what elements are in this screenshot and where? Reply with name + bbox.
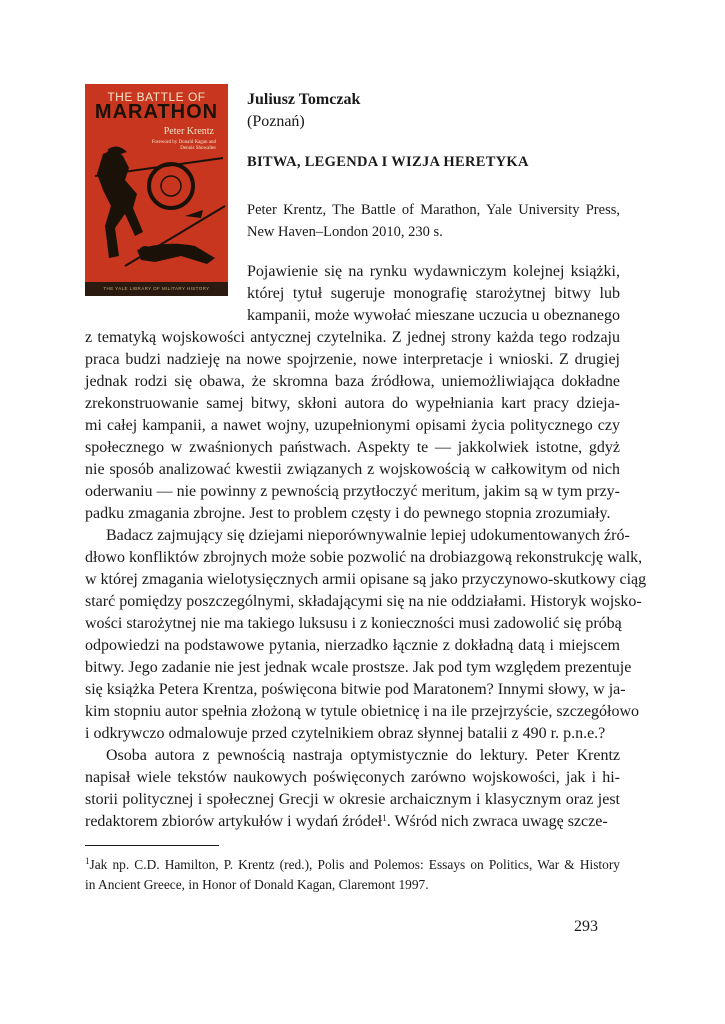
cover-foreword: Foreword by Donald Kagan and Dennis Showalter <box>151 140 216 151</box>
footnote-rule <box>85 845 219 846</box>
body-line: i odkrywczo odmalowuje przed czytelnikiem obraz słynnej batalii z 490 r. p.n.e.? <box>85 725 606 742</box>
bibliographic-note: Peter Krentz, The Battle of Marathon, Yale University Press, New Haven–London 2010, 230 s. <box>247 202 620 240</box>
footnote-line: $^1$Jak np. C.D. Hamilton, P. Krentz (red.), Polis and Polemos: Essays on Politics, War & History <box>85 856 620 872</box>
body-line: padku zmagania zbrojne. Jest to problem częsty i do pewnego stopnia zrozumiały. <box>85 505 611 522</box>
body-line: się książka Petera Krentza, poświęcona bitwie pod Maratonem? Innymi słowy, w ja- <box>85 681 626 698</box>
page-number: 293 <box>574 918 598 935</box>
body-line-start: redaktorem zbiorów artykułów i wydań źródeł$^1$. Wśród nich zwraca uwagę szcze- <box>85 813 608 830</box>
body-line: której tytuł sugeruje monografię starożytnej bitwy lub <box>247 285 620 302</box>
cover-title-line1: THE BATTLE OF <box>107 90 206 104</box>
body-line: dłowo konfliktów zbrojnych może sobie pozwolić na drobiazgową rekonstrukcję walk, <box>85 549 643 566</box>
footnote-line: in Ancient Greece, in Honor of Donald Kagan, Claremont 1997. <box>85 877 429 892</box>
body-line: zrekonstruowanie samej bitwy, skłoni autora do wypełniania kart pracy dzieja- <box>85 395 620 412</box>
body-line: nie sposób analizować kwestii związanych z wojskowością w całkowitym od nich <box>85 461 620 478</box>
body-line: mi całej kampanii, a nawet wojny, uzupełnionymi opisami życia politycznego czy <box>85 417 620 434</box>
body-line: wości starożytnej nie ma takiego luksusu i z konieczności musi zadowolić się próbą <box>85 615 622 632</box>
body-line <box>85 811 620 833</box>
author-affiliation: (Poznań) <box>247 113 305 130</box>
body-line: praca budzi nadzieję na nowe spojrzenie, nowe interpretacje i wnioski. Z drugiej <box>85 351 620 368</box>
footnote-ref: 1 <box>382 813 387 823</box>
body-line: jednak rodzi się obawa, że skromna baza źródłowa, uniemożliwiająca dokładne <box>85 373 620 390</box>
cover-title-line2: MARATHON <box>94 101 219 123</box>
body-line: storii politycznej i społecznej Grecji w okresie archaicznym i klasycznym oraz jest <box>85 791 620 808</box>
review-title: BITWA, LEGENDA I WIZJA HERETYKA <box>247 154 529 170</box>
body-line: kampanii, może wywołać mieszane uczucia u obeznanego <box>247 307 620 324</box>
body-line: z tematyką wojskowości antycznej czytelnika. Z jednej strony każda tego rodzaju <box>85 329 620 346</box>
body-line: odpowiedzi na podstawowe pytania, nierzadko łącznie z dokładną datą i miejscem <box>85 637 620 654</box>
book-cover <box>85 84 228 296</box>
body-line: w której zmagania wielotysięcznych armii opisane są jako przyczynowo-skutkowy ciąg <box>85 571 647 588</box>
body-line: bitwy. Jego zadanie nie jest jednak wcale prostsze. Jak pod tym względem prezentuje <box>85 659 632 676</box>
body-line: oderwaniu — nie powinny z pewnością przytłoczyć meritum, jakim są w tym przy- <box>85 483 620 500</box>
body-line: starć pomiędzy poszczególnymi, składającymi się na nie oddziałami. Historyk wojsko- <box>85 593 642 610</box>
cover-warrior-illustration <box>85 146 228 282</box>
body-line: kim stopniu autor spełnia złożoną w tytule obietnicę i na ile przejrzyście, szczegółowo <box>85 703 640 720</box>
body-line: Osoba autora z pewnością nastraja optymistycznie do lektury. Peter Krentz <box>106 747 620 764</box>
body-line: społecznego w zwaśnionych państwach. Aspekty te — jakkolwiek istotne, gdyż <box>85 439 620 456</box>
author-name: Juliusz Tomczak <box>247 91 361 108</box>
body-line: Pojawienie się na rynku wydawniczym kolejnej książki, <box>247 263 620 280</box>
cover-author: Peter Krentz <box>163 126 214 137</box>
body-line: Badacz zajmujący się dziejami nieporównywalnie lepiej udokumentowanych źró- <box>106 527 630 544</box>
body-line: napisał wiele tekstów naukowych poświęconych zarówno wojskowości, jak i hi- <box>85 769 620 786</box>
footnote-marker: 1 <box>85 856 90 866</box>
cover-series: THE YALE LIBRARY OF MILITARY HISTORY <box>85 282 228 296</box>
